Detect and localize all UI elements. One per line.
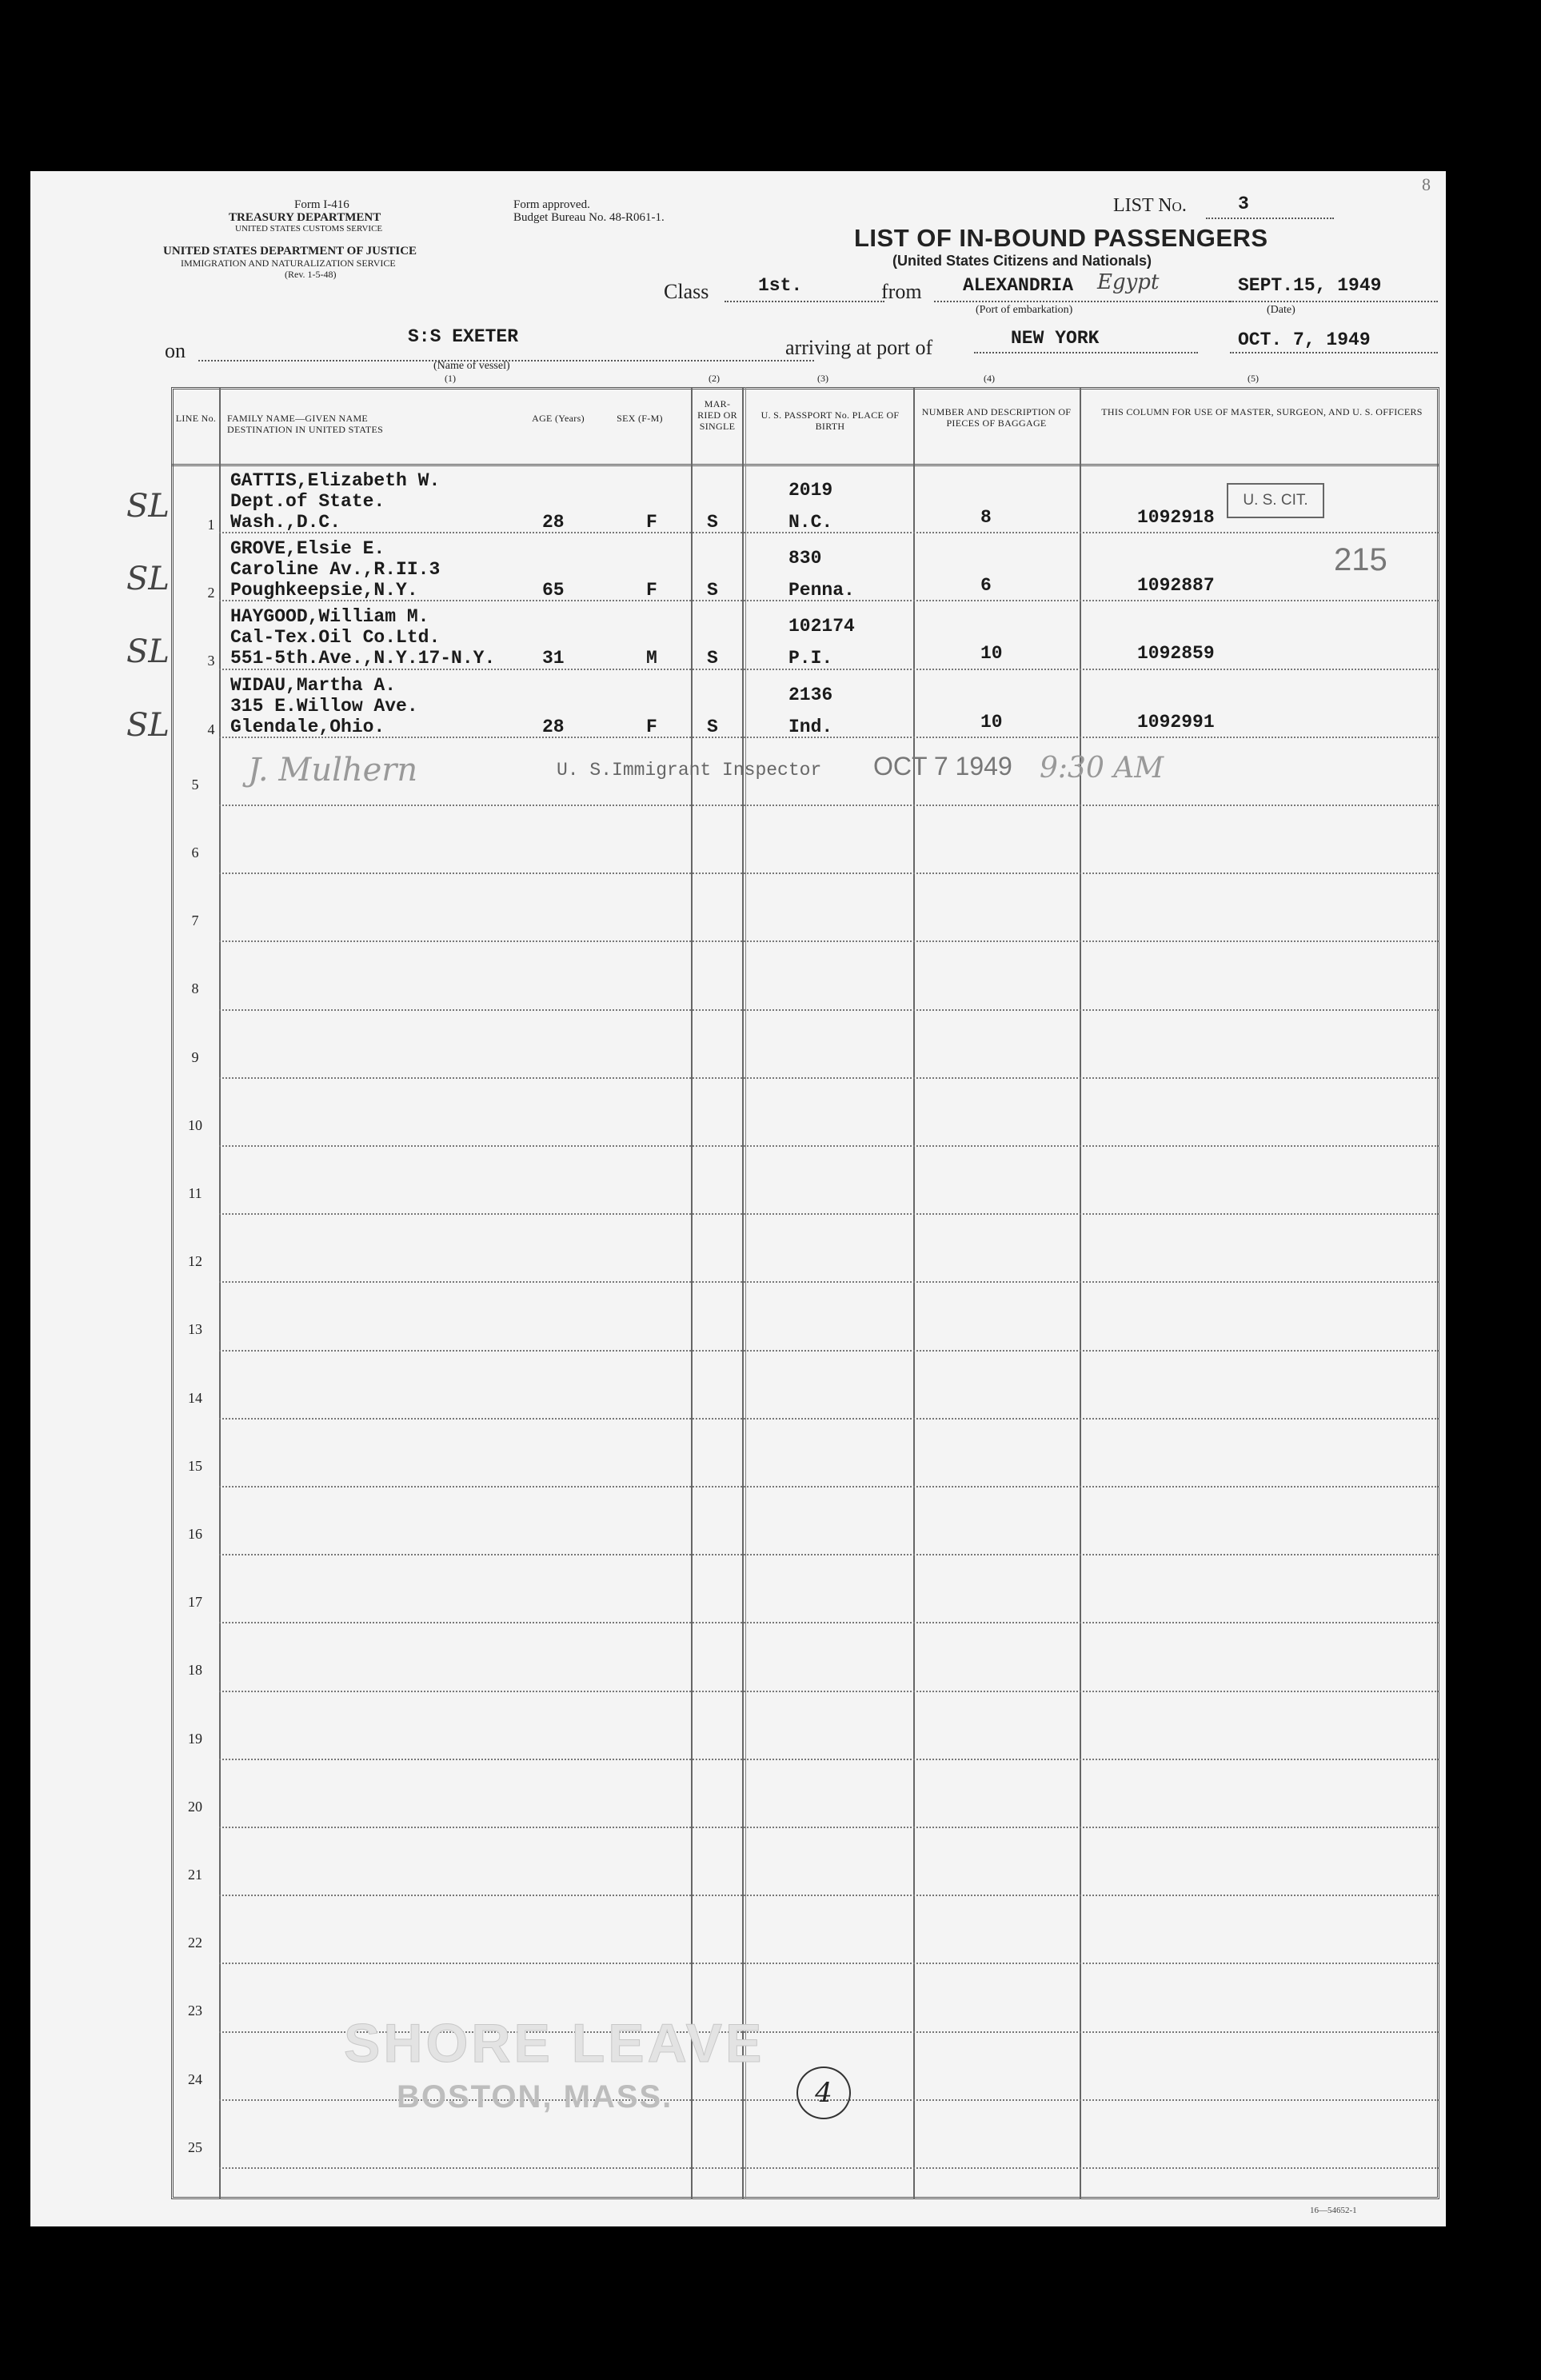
passenger-birthplace: P.I. — [788, 648, 833, 669]
row-rule — [219, 1759, 1439, 1760]
form-approved: Form approved. — [513, 198, 590, 211]
line-number: 12 — [188, 1253, 202, 1270]
passenger-name: GATTIS,Elizabeth W. — [230, 470, 441, 491]
line-number: 8 — [191, 980, 199, 997]
line-number: 17 — [188, 1594, 202, 1611]
row-rule — [219, 1691, 1439, 1692]
inspector-signature: J. Mulhern — [248, 752, 418, 789]
row-rule — [219, 1963, 1439, 1964]
page-title: LIST OF IN-BOUND PASSENGERS — [854, 224, 1268, 252]
passenger-address-2: 551-5th.Ave.,N.Y.17-N.Y. — [230, 648, 496, 669]
arrival-port: NEW YORK — [1011, 328, 1100, 349]
line-number: 11 — [188, 1185, 202, 1201]
passenger-address-2: Glendale,Ohio. — [230, 716, 385, 737]
vessel-caption: (Name of vessel) — [433, 360, 510, 372]
passenger-mark: SL — [126, 488, 170, 525]
passenger-baggage: 10 — [980, 711, 1003, 733]
inspection-time: 9:30 AM — [1040, 752, 1164, 785]
line-number: 21 — [188, 1867, 202, 1883]
passenger-passport: 2019 — [788, 480, 833, 501]
col-line: LINE No. — [175, 413, 217, 424]
passenger-birthplace: Penna. — [788, 580, 855, 601]
passenger-status: S — [707, 512, 718, 533]
passenger-address-1: Caroline Av.,R.II.3 — [230, 559, 441, 581]
passenger-baggage: 6 — [980, 575, 992, 597]
passenger-officer-number: 1092887 — [1137, 575, 1215, 597]
treasury-label: TREASURY DEPARTMENT — [229, 211, 381, 224]
line-number: 13 — [188, 1321, 202, 1338]
passenger-address-2: Wash.,D.C. — [230, 512, 341, 533]
form-footer-code: 16—54652-1 — [1310, 2206, 1357, 2215]
passenger-mark: SL — [126, 561, 170, 598]
row-rule — [219, 1077, 1439, 1079]
vessel-name: S:S EXETER — [408, 326, 519, 347]
col-baggage: NUMBER AND DESCRIPTION OF PIECES OF BAGGAGE — [921, 406, 1072, 429]
col-index-3: (3) — [817, 373, 828, 384]
col-name: FAMILY NAME—GIVEN NAME DESTINATION IN UNITED STATES — [227, 413, 384, 435]
line-number: 15 — [188, 1457, 202, 1474]
customs-label: UNITED STATES CUSTOMS SERVICE — [235, 224, 383, 234]
passenger-address-2: Poughkeepsie,N.Y. — [230, 580, 418, 601]
passenger-passport: 830 — [788, 548, 822, 569]
passenger-age: 28 — [542, 716, 565, 737]
passenger-officer-number: 1092991 — [1137, 711, 1215, 733]
line-number: 25 — [188, 2138, 202, 2155]
line-number: 23 — [188, 2003, 202, 2019]
passenger-name: WIDAU,Martha A. — [230, 674, 397, 696]
embarkation-date: SEPT.15, 1949 — [1238, 275, 1382, 296]
passenger-address-1: Cal-Tex.Oil Co.Ltd. — [230, 627, 441, 649]
passenger-age: 31 — [542, 648, 565, 669]
circled-number: 4 — [796, 2067, 851, 2119]
passenger-mark: SL — [126, 633, 170, 671]
passenger-officer-number: 1092918 — [1137, 507, 1215, 528]
count-stamp: 215 — [1334, 542, 1387, 577]
embarkation-caption: (Port of embarkation) — [976, 304, 1073, 316]
passenger-sex: M — [646, 648, 657, 669]
row-rule — [219, 873, 1439, 874]
col-index-5: (5) — [1248, 373, 1259, 384]
passenger-sex: F — [646, 512, 657, 533]
passenger-address-1: 315 E.Willow Ave. — [230, 695, 418, 717]
line-number: 10 — [188, 1116, 202, 1133]
passenger-baggage: 8 — [980, 507, 992, 528]
row-rule — [219, 1281, 1439, 1283]
line-number: 7 — [191, 912, 199, 929]
col-index-1: (1) — [445, 373, 456, 384]
passenger-name: HAYGOOD,William M. — [230, 606, 429, 628]
passenger-status: S — [707, 648, 718, 669]
passenger-name: GROVE,Elsie E. — [230, 538, 385, 560]
passenger-baggage: 10 — [980, 643, 1003, 665]
line-number: 14 — [188, 1389, 202, 1406]
list-number-label: LIST No. — [1113, 195, 1187, 216]
row-rule — [219, 1350, 1439, 1352]
row-rule — [219, 1554, 1439, 1555]
row-rule — [219, 805, 1439, 806]
passenger-age: 65 — [542, 580, 565, 601]
col-index-2: (2) — [709, 373, 720, 384]
passenger-passport: 102174 — [788, 616, 855, 637]
class-label: Class — [664, 280, 709, 303]
passenger-mark: SL — [126, 706, 170, 744]
passenger-officer-number: 1092859 — [1137, 643, 1215, 665]
col-married: MAR- RIED OR SINGLE — [697, 398, 737, 432]
list-number: 3 — [1238, 194, 1249, 214]
passenger-status: S — [707, 716, 718, 737]
passenger-line-number: 3 — [207, 653, 215, 669]
row-rule — [219, 2167, 1439, 2169]
revision-label: (Rev. 1-5-48) — [285, 269, 337, 280]
page-subtitle: (United States Citizens and Nationals) — [892, 253, 1152, 269]
row-rule — [219, 1418, 1439, 1420]
arrival-date: OCT. 7, 1949 — [1238, 329, 1371, 350]
shore-leave-stamp: SHORE LEAVE — [344, 2013, 765, 2074]
row-rule — [219, 1895, 1439, 1896]
passenger-line-number: 1 — [207, 517, 215, 533]
passenger-passport: 2136 — [788, 684, 833, 705]
row-rule — [219, 1827, 1439, 1828]
arriving-label: arriving at port of — [785, 336, 933, 359]
passenger-birthplace: N.C. — [788, 512, 833, 533]
passenger-status: S — [707, 580, 718, 601]
line-number: 24 — [188, 2071, 202, 2087]
budget-bureau: Budget Bureau No. 48-R061-1. — [513, 211, 665, 224]
col-passport: U. S. PASSPORT No. PLACE OF BIRTH — [761, 409, 900, 432]
passenger-birthplace: Ind. — [788, 716, 833, 737]
class-value: 1st. — [758, 275, 803, 296]
col-officers: THIS COLUMN FOR USE OF MASTER, SURGEON, AND U. S. OFFICERS — [1101, 406, 1423, 417]
passenger-sex: F — [646, 716, 657, 737]
line-number: 6 — [191, 845, 199, 861]
from-label: from — [881, 280, 922, 303]
shore-leave-location: BOSTON, MASS. — [397, 2079, 673, 2114]
form-number: Form I-416 — [294, 198, 349, 211]
justice-label: UNITED STATES DEPARTMENT OF JUSTICE — [163, 245, 417, 258]
line-number: 22 — [188, 1935, 202, 1951]
row-rule — [219, 940, 1439, 942]
line-number: 5 — [191, 776, 199, 793]
col-sex: SEX (F-M) — [617, 413, 663, 424]
date-caption: (Date) — [1267, 304, 1295, 316]
row-rule — [219, 1145, 1439, 1147]
passenger-age: 28 — [542, 512, 565, 533]
inspector-stamp: U. S.Immigrant Inspector — [557, 760, 822, 781]
line-number: 19 — [188, 1730, 202, 1747]
corner-mark: 8 — [1422, 174, 1431, 194]
on-label: on — [165, 339, 186, 362]
embarkation-port: ALEXANDRIA — [963, 275, 1074, 296]
col-index-4: (4) — [984, 373, 995, 384]
line-number: 18 — [188, 1662, 202, 1679]
row-rule — [219, 1213, 1439, 1215]
passenger-line-number: 2 — [207, 585, 215, 601]
row-rule — [219, 1009, 1439, 1011]
inspection-date: OCT 7 1949 — [873, 752, 1012, 781]
line-number: 16 — [188, 1526, 202, 1542]
row-rule — [219, 1622, 1439, 1623]
ins-label: IMMIGRATION AND NATURALIZATION SERVICE — [181, 258, 396, 269]
passenger-sex: F — [646, 580, 657, 601]
passenger-line-number: 4 — [207, 721, 215, 737]
row-rule — [219, 1486, 1439, 1488]
handwritten-country: Egypt — [1097, 270, 1160, 294]
us-citizen-stamp: U. S. CIT. — [1227, 483, 1324, 518]
passenger-manifest-sheet — [30, 171, 1446, 2226]
line-number: 9 — [191, 1048, 199, 1065]
col-age: AGE (Years) — [532, 413, 585, 424]
passenger-address-1: Dept.of State. — [230, 491, 385, 512]
line-number: 20 — [188, 1798, 202, 1815]
